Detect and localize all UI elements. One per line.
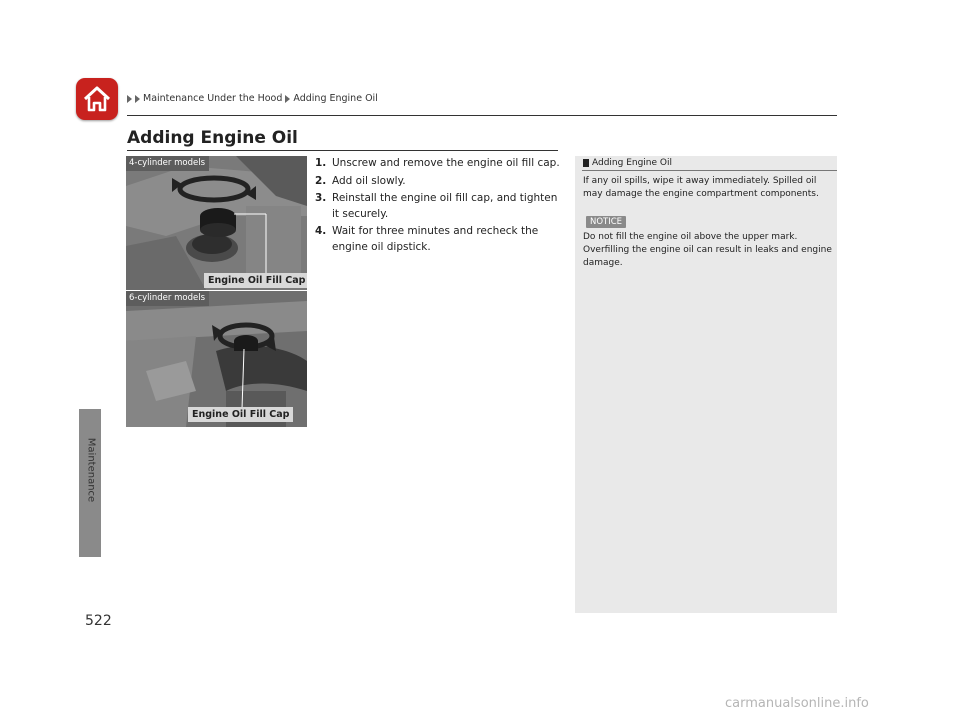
step-text: Reinstall the engine oil fill cap, and tighten it securely.	[332, 192, 558, 220]
watermark: carmanualsonline.info	[725, 696, 869, 711]
engine-photo-4-cylinder	[126, 156, 307, 290]
fill-cap-callout: Engine Oil Fill Cap	[204, 273, 307, 288]
fill-cap-callout: Engine Oil Fill Cap	[188, 407, 293, 422]
step-text: Wait for three minutes and recheck the engine oil dipstick.	[332, 225, 539, 253]
step-number: 4.	[315, 225, 327, 237]
breadcrumb-arrow-icon	[127, 95, 132, 103]
page-title: Adding Engine Oil	[127, 128, 298, 148]
figure-label: 6-cylinder models	[126, 291, 209, 306]
title-divider	[127, 150, 558, 151]
breadcrumb-arrow-icon	[135, 95, 140, 103]
step-number: 1.	[315, 157, 327, 169]
step-item	[315, 156, 565, 172]
figure-4-cylinder	[126, 156, 307, 290]
note-heading	[583, 158, 672, 168]
notice-badge: NOTICE	[586, 216, 626, 228]
header-divider	[127, 115, 837, 116]
note-icon	[583, 159, 589, 167]
home-button[interactable]	[76, 78, 118, 120]
breadcrumb-current: Adding Engine Oil	[293, 93, 378, 104]
step-item	[315, 224, 565, 255]
note-divider	[582, 170, 837, 171]
section-tab-label: Maintenance	[85, 437, 97, 503]
step-text: Add oil slowly.	[332, 174, 406, 187]
step-number: 2.	[315, 174, 327, 187]
step-text: Unscrew and remove the engine oil fill cap.	[332, 157, 560, 169]
breadcrumb-arrow-icon	[285, 95, 290, 103]
step-number: 3.	[315, 192, 327, 204]
step-list	[315, 156, 565, 257]
note-heading-text: Adding Engine Oil	[592, 158, 672, 168]
notice-text: Do not fill the engine oil above the upper mark. Overfilling the engine oil can result in leaks and engine damage.	[583, 232, 832, 268]
breadcrumb-parent-link[interactable]: Maintenance Under the Hood	[143, 93, 283, 104]
page-number: 522	[85, 613, 112, 629]
figure-6-cylinder	[126, 291, 307, 427]
figure-label: 4-cylinder models	[126, 156, 209, 171]
step-item	[315, 191, 565, 222]
step-item	[315, 174, 565, 190]
breadcrumb	[127, 93, 378, 104]
note-text: If any oil spills, wipe it away immediately. Spilled oil may damage the engine compartment components.	[583, 176, 819, 199]
home-icon	[76, 78, 118, 120]
